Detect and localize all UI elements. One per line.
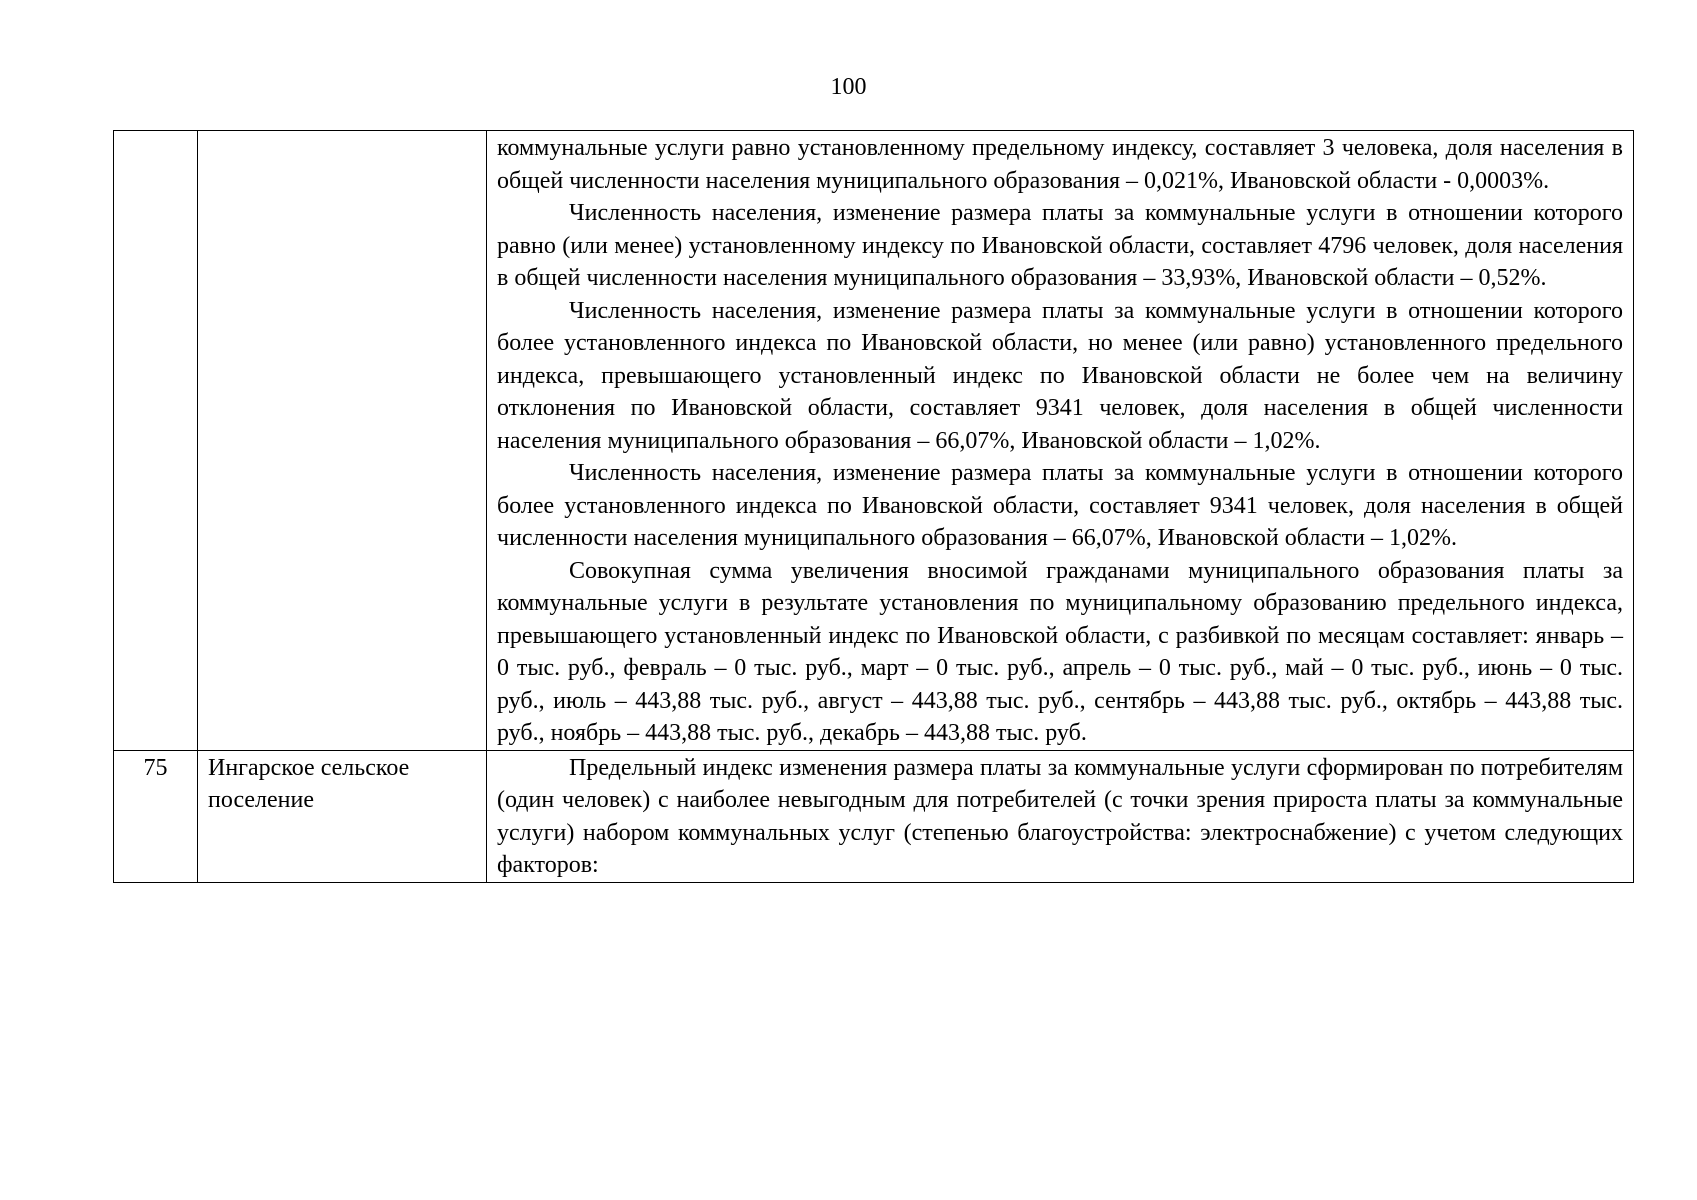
municipality-name-cell bbox=[198, 131, 487, 751]
municipal-index-table bbox=[113, 130, 1634, 883]
description-cell bbox=[487, 131, 1634, 751]
row-number-cell: 75 bbox=[114, 750, 198, 882]
paragraph: Численность населения, изменение размера платы за коммунальные услуги в отношении которого более установленного индекса по Ивановской области, составляет 9341 человек, доля населения в общей численности населения муниципального образования – 66,07%, Ивановской области – 1,02%. bbox=[497, 460, 1623, 551]
paragraph: коммунальные услуги равно установленному предельному индексу, составляет 3 человека, доля населения в общей численности населения муниципального образования – 0,021%, Ивановской области - 0,0003%. bbox=[497, 135, 1623, 194]
table-row bbox=[114, 750, 1634, 882]
paragraph: Численность населения, изменение размера платы за коммунальные услуги в отношении которого более установленного индекса по Ивановской области, но менее (или равно) установленного предельного индекса, превышающего установленный индекс по Ивановской области не более чем на величину отклонения по Ивановской области, составляет 9341 человек, доля населения в общей численности населения муниципального образования – 66,07%, Ивановской области – 1,02%. bbox=[497, 297, 1623, 454]
table-row bbox=[114, 131, 1634, 751]
paragraph: Численность населения, изменение размера платы за коммунальные услуги в отношении которого равно (или менее) установленному индексу по Ивановской области, составляет 4796 человек, доля населения в общей численности населения муниципального образования – 33,93%, Ивановской области – 0,52%. bbox=[497, 200, 1623, 291]
paragraph: Предельный индекс изменения размера платы за коммунальные услуги сформирован по потребителям (один человек) с наиболее невыгодным для потребителей (с точки зрения прироста платы за коммунальные услуги) набором коммунальных услуг (степенью благоустройства: электроснабжение) с учетом следующих факторов: bbox=[497, 754, 1623, 878]
paragraph: Совокупная сумма увеличения вносимой гражданами муниципального образования платы за коммунальные услуги в результате установления по муниципальному образованию предельного индекса, превышающего установленный индекс по Ивановской области, с разбивкой по месяцам составляет: январь – 0 тыс. руб., февраль – 0 тыс. руб., март – 0 тыс. руб., апрель – 0 тыс. руб., май – 0 тыс. руб., июнь – 0 тыс. руб., июль – 443,88 тыс. руб., август – 443,88 тыс. руб., сентябрь – 443,88 тыс. руб., октябрь – 443,88 тыс. руб., ноябрь – 443,88 тыс. руб., декабрь – 443,88 тыс. руб. bbox=[497, 557, 1623, 746]
row-number-cell bbox=[114, 131, 198, 751]
description-cell bbox=[487, 750, 1634, 882]
municipality-name-cell: Ингарское сельское поселение bbox=[198, 750, 487, 882]
page-number: 100 bbox=[830, 74, 867, 100]
